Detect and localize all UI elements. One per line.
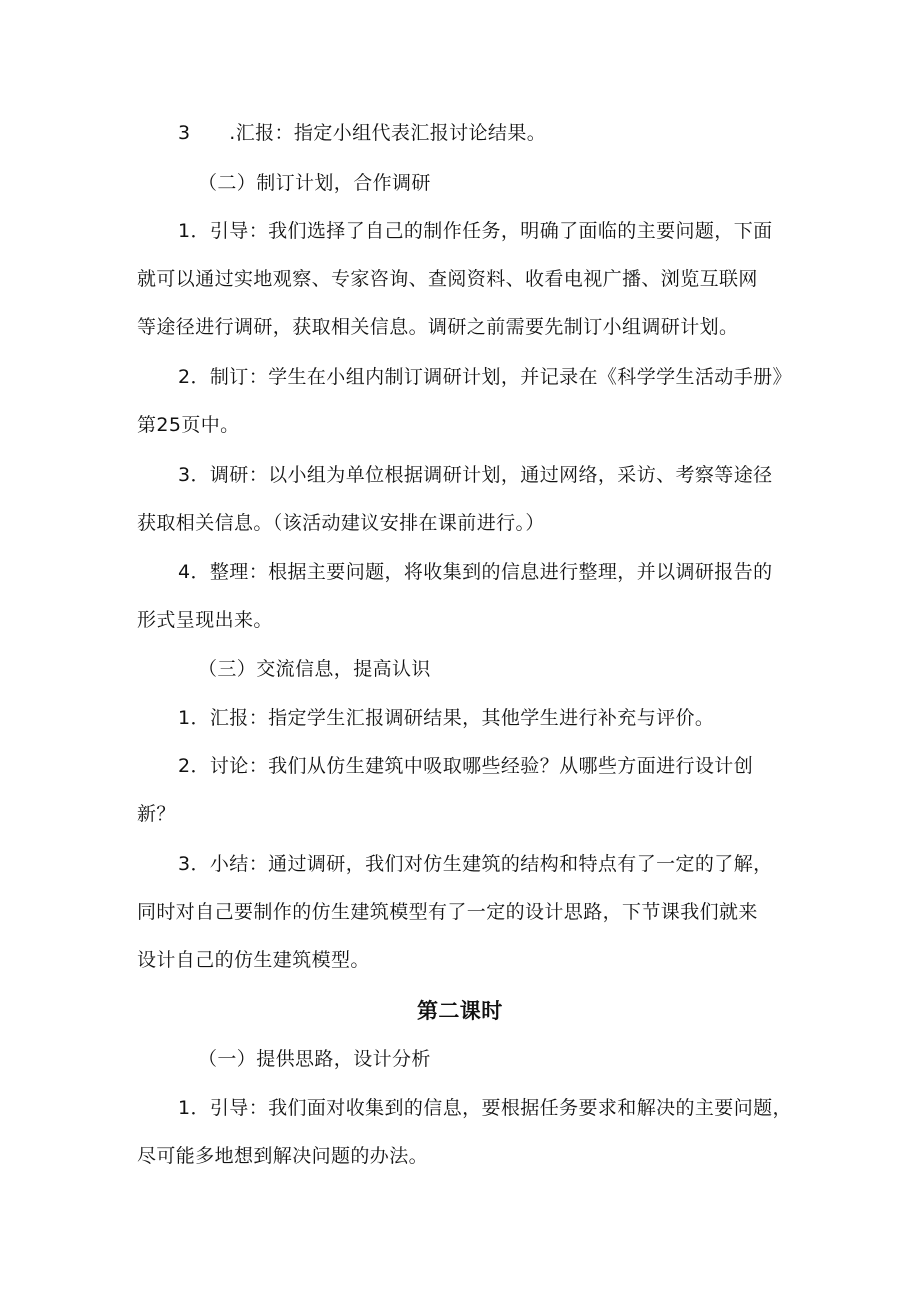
paragraph-line: 3．调研：以小组为单位根据调研计划，通过网络，采访、考察等途径 bbox=[178, 464, 773, 486]
section-heading-design: （一）提供思路，设计分析 bbox=[198, 1048, 431, 1070]
paragraph-line: 形式呈现出来。 bbox=[137, 609, 273, 631]
lesson-title: 第二课时 bbox=[417, 999, 503, 1023]
section-heading-plan: （二）制订计划，合作调研 bbox=[198, 172, 431, 194]
paragraph-line: 3．小结：通过调研，我们对仿生建筑的结构和特点有了一定的了解， bbox=[178, 853, 773, 875]
paragraph-line: 尽可能多地想到解决问题的办法。 bbox=[137, 1145, 429, 1167]
paragraph-line: 同时对自己要制作的仿生建筑模型有了一定的设计思路，下节课我们就来 bbox=[137, 901, 758, 923]
paragraph-line: 1．引导：我们面对收集到的信息，要根据任务要求和解决的主要问题， bbox=[178, 1097, 792, 1119]
paragraph-line: 第25页中。 bbox=[137, 414, 240, 436]
paragraph-line: 新？ bbox=[137, 803, 176, 825]
paragraph-line: 设计自己的仿生建筑模型。 bbox=[137, 949, 370, 971]
paragraph-line: 2．制订：学生在小组内制订调研计划，并记录在《科学学生活动手册》 bbox=[178, 366, 792, 388]
paragraph-line: 1．汇报：指定学生汇报调研结果，其他学生进行补充与评价。 bbox=[178, 707, 715, 729]
paragraph-line: 就可以通过实地观察、专家咨询、查阅资料、收看电视广播、浏览互联网 bbox=[137, 268, 758, 290]
paragraph-line: 4．整理：根据主要问题，将收集到的信息进行整理，并以调研报告的 bbox=[178, 561, 773, 583]
paragraph-line: 等途径进行调研，获取相关信息。调研之前需要先制订小组调研计划。 bbox=[137, 316, 739, 338]
section-heading-exchange: （三）交流信息，提高认识 bbox=[198, 658, 431, 680]
paragraph-line: 1．引导：我们选择了自己的制作任务，明确了面临的主要问题，下面 bbox=[178, 220, 773, 242]
report-step-3: 3 .汇报：指定小组代表汇报讨论结果。 bbox=[178, 122, 547, 144]
paragraph-line: 2．讨论：我们从仿生建筑中吸取哪些经验？从哪些方面进行设计创 bbox=[178, 755, 754, 777]
paragraph-line: 获取相关信息。（该活动建议安排在课前进行。） bbox=[137, 512, 545, 534]
